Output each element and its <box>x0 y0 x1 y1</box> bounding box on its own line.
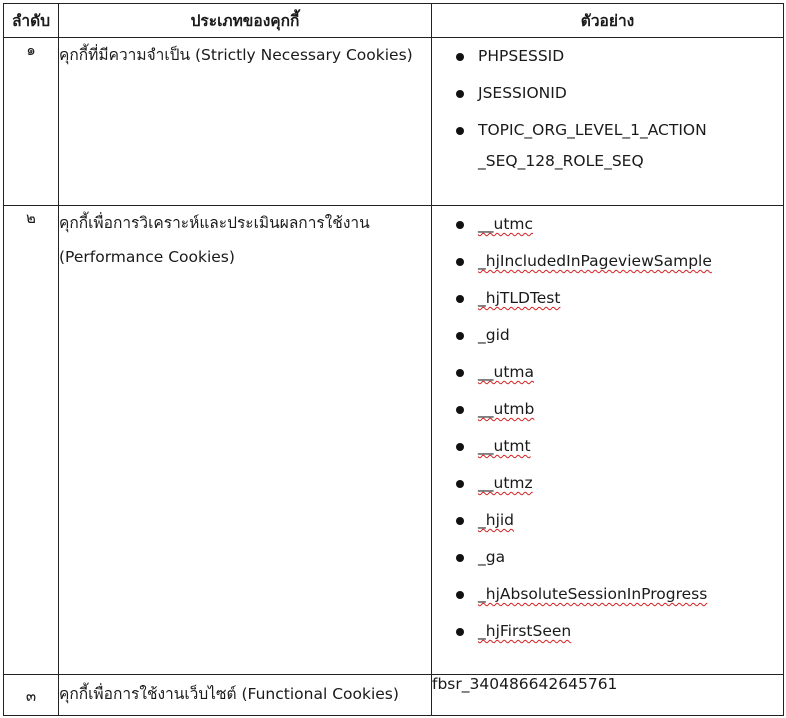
row-number: ๑ <box>4 38 59 206</box>
list-item <box>432 112 783 177</box>
cookie-name: __utmb <box>478 400 535 418</box>
list-item <box>432 206 783 243</box>
cookie-name: _ga <box>478 548 506 566</box>
cookie-name: __utma <box>478 363 534 381</box>
cookie-type-label: คุกกี้เพื่อการวิเคราะห์และประเมินผลการใช้งาน <box>59 214 370 232</box>
cookie-name: _hjAbsoluteSessionInProgress <box>478 585 708 603</box>
list-item <box>432 75 783 112</box>
bullet-icon <box>456 258 464 266</box>
list-item <box>432 576 783 613</box>
bullet-icon <box>456 90 464 98</box>
cookie-name: __utmz <box>478 474 533 492</box>
cookie-name: JSESSIONID <box>478 84 567 102</box>
bullet-icon <box>456 517 464 525</box>
bullet-icon <box>456 369 464 377</box>
bullet-icon <box>456 443 464 451</box>
list-item <box>432 391 783 428</box>
cookie-name: PHPSESSID <box>478 47 565 65</box>
bullet-icon <box>456 406 464 414</box>
list-item <box>432 354 783 391</box>
example-value: fbsr_340486642645761 <box>432 675 784 716</box>
bullet-icon <box>456 332 464 340</box>
cookie-name: _hjid <box>478 511 515 529</box>
bullet-icon <box>456 480 464 488</box>
cookie-name-continuation: _SEQ_128_ROLE_SEQ <box>478 152 644 170</box>
cookie-type-label: คุกกี้ที่มีความจำเป็น (Strictly Necessary Cookies) <box>59 46 413 64</box>
cookie-type-cell <box>59 675 432 716</box>
cookie-name: _hjFirstSeen <box>478 622 572 640</box>
cookie-name: _hjTLDTest <box>478 289 561 307</box>
bullet-icon <box>456 221 464 229</box>
list-item <box>432 502 783 539</box>
list-item <box>432 317 783 354</box>
bullet-icon <box>456 591 464 599</box>
row-number: ๓ <box>4 675 59 716</box>
table-row <box>4 675 784 716</box>
list-item <box>432 428 783 465</box>
list-item <box>432 539 783 576</box>
examples-cell <box>432 38 784 206</box>
list-item <box>432 280 783 317</box>
list-item <box>432 243 783 280</box>
cookie-type-cell <box>59 206 432 675</box>
table-row <box>4 38 784 206</box>
bullet-icon <box>456 127 464 135</box>
bullet-icon <box>456 53 464 61</box>
bullet-icon <box>456 554 464 562</box>
header-type: ประเภทของคุกกี้ <box>59 4 432 38</box>
header-no: ลำดับ <box>4 4 59 38</box>
bullet-icon <box>456 295 464 303</box>
cookie-name: __utmc <box>478 215 534 233</box>
table-header-row <box>4 4 784 38</box>
cookie-name: _hjIncludedInPageviewSample <box>478 252 712 270</box>
row-number: ๒ <box>4 206 59 675</box>
cookie-name: __utmt <box>478 437 531 455</box>
examples-list <box>432 38 783 177</box>
examples-list <box>432 206 783 650</box>
cookie-type-cell <box>59 38 432 206</box>
table-row <box>4 206 784 675</box>
cookie-types-table <box>3 3 784 716</box>
list-item <box>432 38 783 75</box>
cookie-name: _gid <box>478 326 510 344</box>
cookie-name: TOPIC_ORG_LEVEL_1_ACTION <box>478 121 707 139</box>
header-examples: ตัวอย่าง <box>432 4 784 38</box>
list-item <box>432 613 783 650</box>
cookie-type-label-en: (Performance Cookies) <box>59 248 235 266</box>
list-item <box>432 465 783 502</box>
cookie-type-label: คุกกี้เพื่อการใช้งานเว็บไซต์ (Functional Cookies) <box>59 685 399 703</box>
bullet-icon <box>456 628 464 636</box>
examples-cell <box>432 206 784 675</box>
